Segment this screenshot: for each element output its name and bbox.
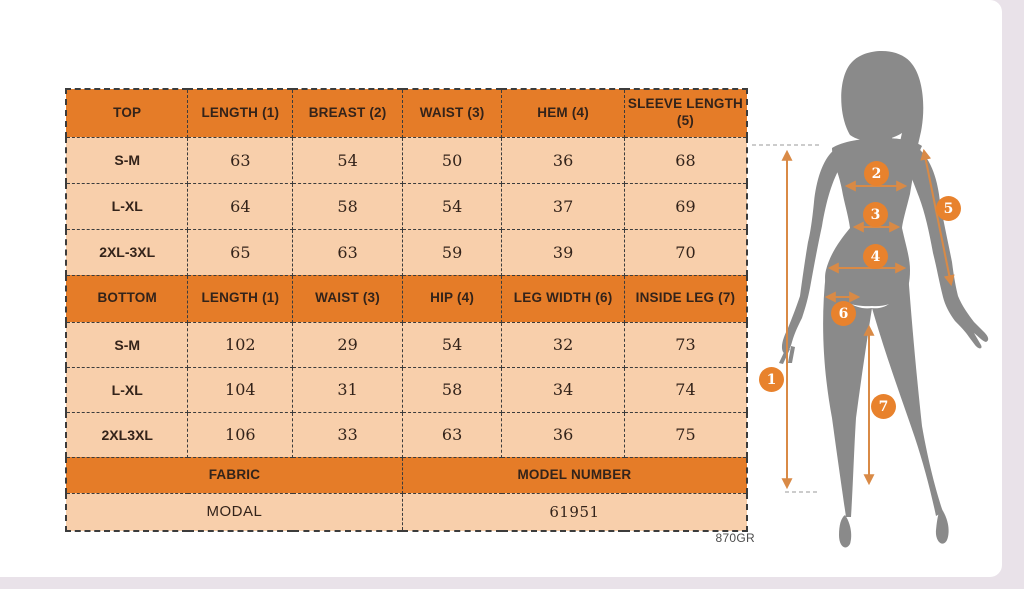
- header-cell: INSIDE LEG (7): [624, 275, 747, 322]
- value-cell: 63: [293, 229, 403, 275]
- header-cell: LENGTH (1): [188, 89, 293, 137]
- header-cell: HEM (4): [502, 89, 625, 137]
- header-cell: SLEEVE LENGTH (5): [624, 89, 747, 137]
- value-cell: 65: [188, 229, 293, 275]
- table-row: [66, 137, 747, 183]
- measure-marker-2: 2: [864, 161, 889, 186]
- top-header-row: [66, 89, 747, 137]
- value-cell: 58: [293, 183, 403, 229]
- value-cell: 54: [293, 137, 403, 183]
- header-cell: HIP (4): [402, 275, 501, 322]
- value-cell: 59: [402, 229, 501, 275]
- value-cell: 64: [188, 183, 293, 229]
- size-cell: 2XL-3XL: [66, 229, 188, 275]
- value-cell: 74: [624, 367, 747, 412]
- header-cell: LEG WIDTH (6): [502, 275, 625, 322]
- size-cell: S-M: [66, 322, 188, 367]
- value-cell: 75: [624, 412, 747, 457]
- value-cell: 102: [188, 322, 293, 367]
- value-cell: 39: [502, 229, 625, 275]
- size-chart-table: [65, 88, 748, 532]
- value-cell: 70: [624, 229, 747, 275]
- measure-marker-6: 6: [831, 301, 856, 326]
- value-cell: 31: [293, 367, 403, 412]
- header-cell: WAIST (3): [402, 89, 501, 137]
- fabric-value-cell: MODAL: [66, 493, 402, 531]
- style-code-label: 870GR: [715, 531, 755, 545]
- size-cell: L-XL: [66, 183, 188, 229]
- value-cell: 106: [188, 412, 293, 457]
- footer-header-row: [66, 457, 747, 493]
- size-cell: S-M: [66, 137, 188, 183]
- value-cell: 63: [188, 137, 293, 183]
- table-row: [66, 367, 747, 412]
- value-cell: 63: [402, 412, 501, 457]
- woman-silhouette: [750, 30, 1024, 565]
- measure-marker-3: 3: [863, 202, 888, 227]
- header-cell: WAIST (3): [293, 275, 403, 322]
- silhouette-shapes: [779, 51, 988, 547]
- measure-marker-1: 1: [759, 367, 784, 392]
- value-cell: 29: [293, 322, 403, 367]
- value-cell: 54: [402, 322, 501, 367]
- value-cell: 32: [502, 322, 625, 367]
- value-cell: 68: [624, 137, 747, 183]
- header-cell: LENGTH (1): [188, 275, 293, 322]
- table-row: [66, 229, 747, 275]
- value-cell: 69: [624, 183, 747, 229]
- value-cell: 104: [188, 367, 293, 412]
- bottom-header-row: [66, 275, 747, 322]
- right-arm-shape: [903, 148, 988, 348]
- size-cell: 2XL3XL: [66, 412, 188, 457]
- fabric-header-cell: FABRIC: [66, 457, 402, 493]
- value-cell: 58: [402, 367, 501, 412]
- footer-value-row: [66, 493, 747, 531]
- measure-marker-4: 4: [863, 244, 888, 269]
- header-cell: BREAST (2): [293, 89, 403, 137]
- left-foot-shape: [839, 515, 851, 547]
- measurement-figure: [750, 30, 1024, 565]
- value-cell: 37: [502, 183, 625, 229]
- value-cell: 36: [502, 137, 625, 183]
- table-row: [66, 412, 747, 457]
- header-cell: BOTTOM: [66, 275, 188, 322]
- measure-marker-5: 5: [936, 196, 961, 221]
- table-row: [66, 322, 747, 367]
- model-number-value-cell: 61951: [402, 493, 747, 531]
- model-number-header-cell: MODEL NUMBER: [402, 457, 747, 493]
- value-cell: 73: [624, 322, 747, 367]
- size-cell: L-XL: [66, 367, 188, 412]
- value-cell: 34: [502, 367, 625, 412]
- value-cell: 33: [293, 412, 403, 457]
- value-cell: 50: [402, 137, 501, 183]
- size-chart: [65, 88, 748, 532]
- table-row: [66, 183, 747, 229]
- header-cell: TOP: [66, 89, 188, 137]
- value-cell: 54: [402, 183, 501, 229]
- measure-marker-7: 7: [871, 394, 896, 419]
- value-cell: 36: [502, 412, 625, 457]
